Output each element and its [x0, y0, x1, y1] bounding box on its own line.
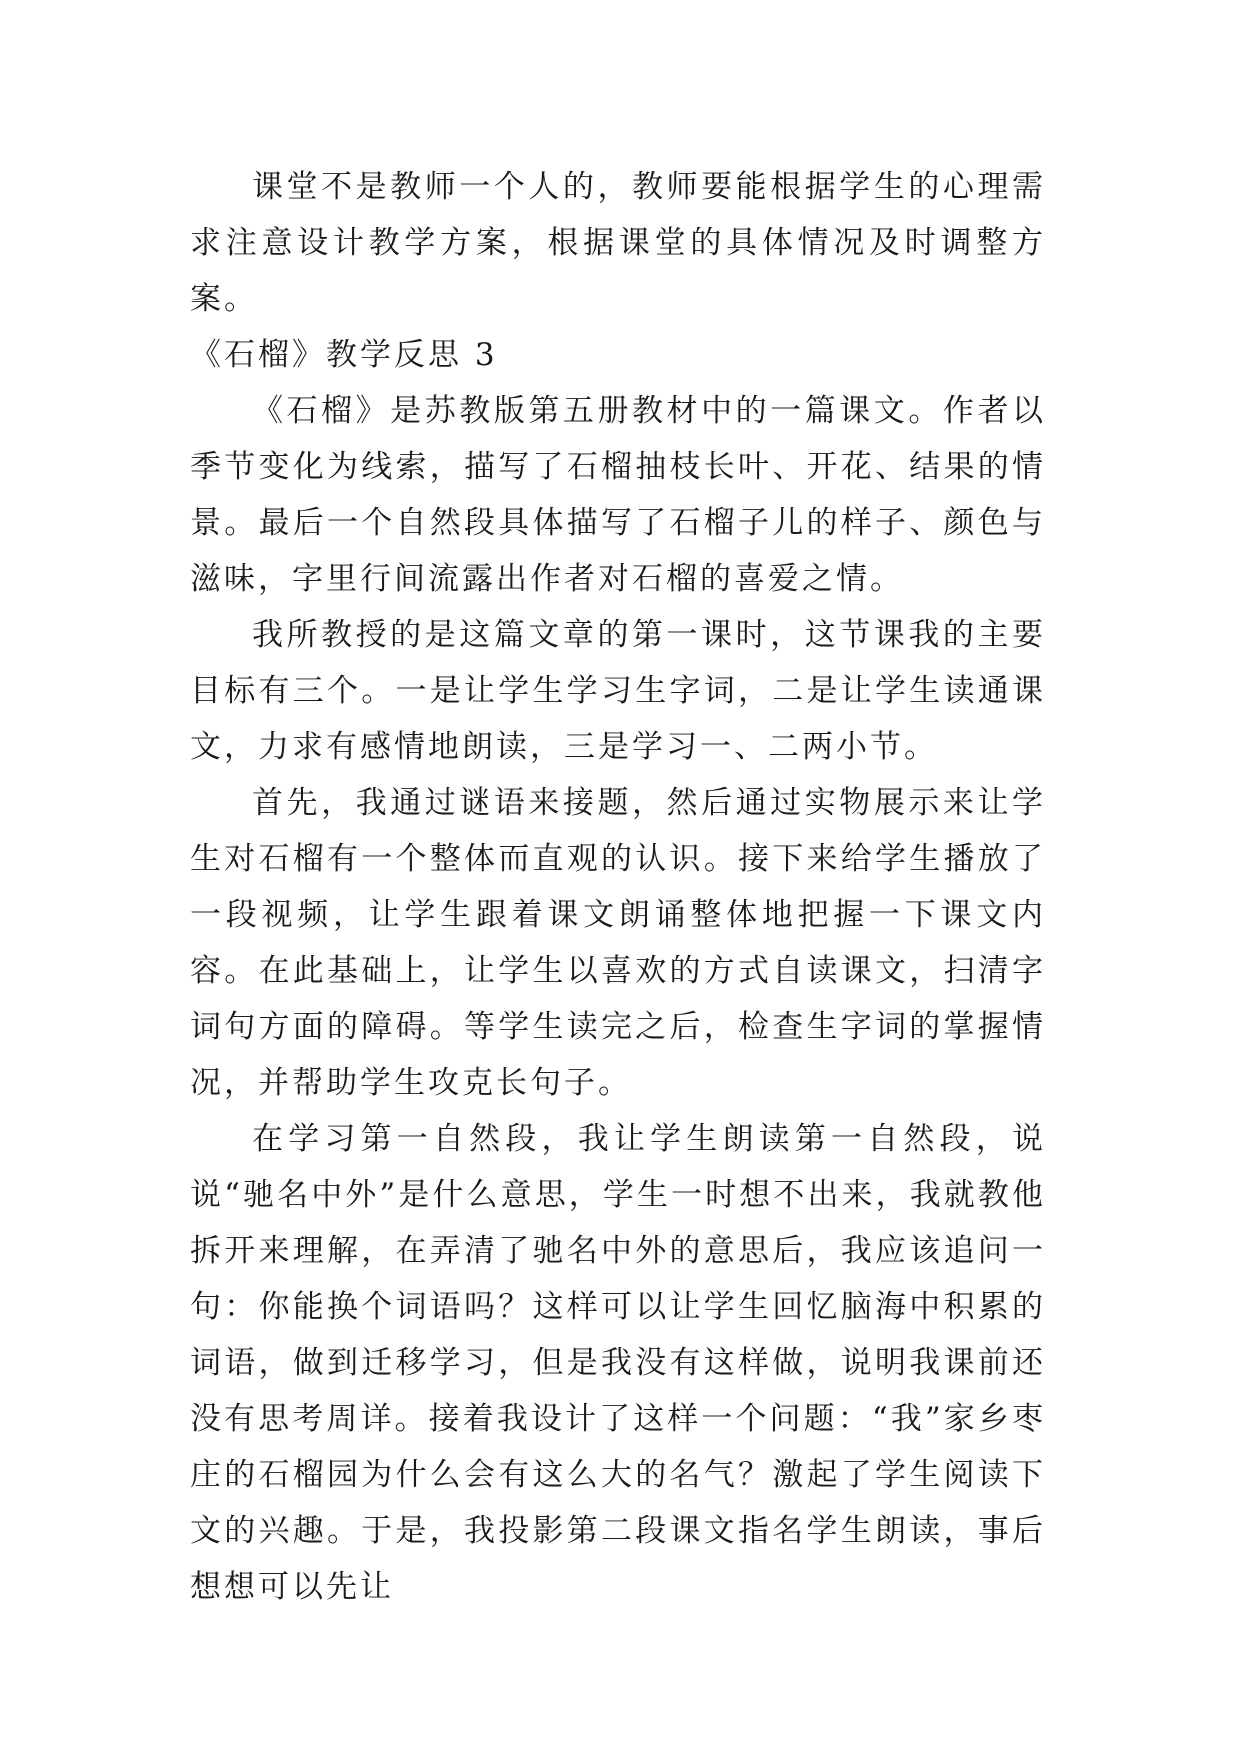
document-body — [190, 159, 1046, 1615]
section-heading: 《石榴》教学反思 3 — [190, 337, 498, 373]
paragraph: 首先，我通过谜语来接题，然后通过实物展示来让学生对石榴有一个整体而直观的认识。接下来给学生播放了一段视频，让学生跟着课文朗诵整体地把握一下课文内容。在此基础上，让学生以喜欢的方式自读课文，扫清字词句方面的障碍。等学生读完之后，检查生字词的掌握情况，并帮助学生攻克长句子。 — [190, 785, 1046, 1101]
paragraph: 课堂不是教师一个人的，教师要能根据学生的心理需求注意设计教学方案，根据课堂的具体情况及时调整方案。 — [190, 169, 1046, 317]
paragraph: 《石榴》是苏教版第五册教材中的一篇课文。作者以季节变化为线索，描写了石榴抽枝长叶、开花、结果的情景。最后一个自然段具体描写了石榴子儿的样子、颜色与滋味，字里行间流露出作者对石榴的喜爱之情。 — [190, 393, 1046, 597]
paragraph: 在学习第一自然段，我让学生朗读第一自然段，说说“驰名中外”是什么意思，学生一时想不出来，我就教他拆开来理解，在弄清了驰名中外的意思后，我应该追问一句：你能换个词语吗？这样可以让学生回忆脑海中积累的词语，做到迁移学习，但是我没有这样做，说明我课前还没有思考周详。接着我设计了这样一个问题：“我”家乡枣庄的石榴园为什么会有这么大的名气？激起了学生阅读下文的兴趣。于是，我投影第二段课文指名学生朗读，事后想想可以先让 — [190, 1121, 1046, 1605]
paragraph: 我所教授的是这篇文章的第一课时，这节课我的主要目标有三个。一是让学生学习生字词，二是让学生读通课文，力求有感情地朗读，三是学习一、二两小节。 — [190, 617, 1046, 765]
